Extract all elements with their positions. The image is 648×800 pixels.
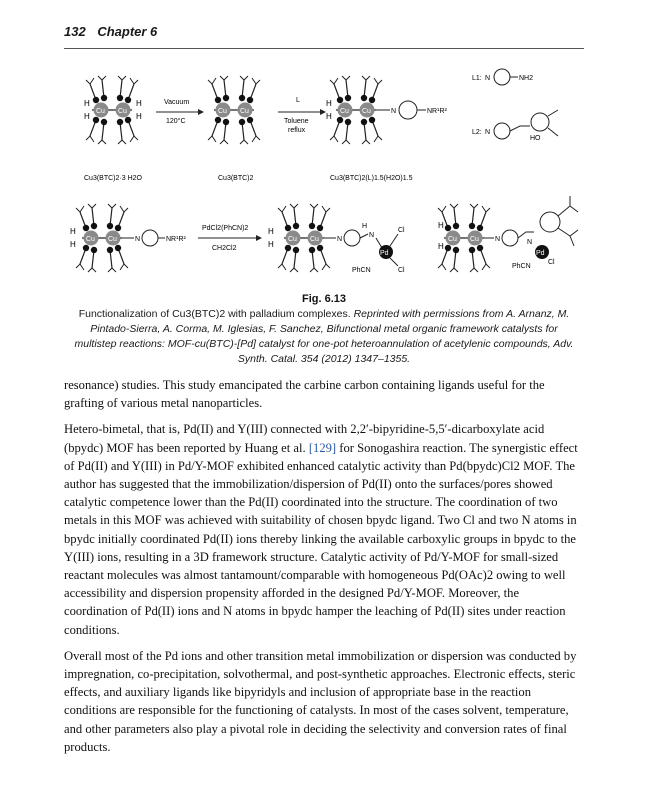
svg-text:PhCN: PhCN — [512, 263, 531, 270]
figure-caption — [70, 307, 578, 367]
pd-complex-L2 — [438, 196, 578, 272]
svg-text:H: H — [70, 240, 76, 249]
running-header — [64, 24, 584, 39]
svg-text:Cu: Cu — [470, 236, 479, 243]
svg-text:H: H — [438, 242, 444, 251]
svg-text:Cl: Cl — [398, 227, 405, 234]
svg-text:N: N — [369, 232, 375, 239]
svg-text:L2:: L2: — [472, 129, 482, 136]
citation-link[interactable]: [129] — [308, 440, 337, 455]
svg-text:H: H — [84, 112, 90, 121]
svg-text:Cu: Cu — [362, 108, 371, 115]
ligand-legend — [472, 69, 558, 142]
svg-text:H: H — [136, 99, 142, 108]
svg-text:H: H — [84, 99, 90, 108]
svg-text:N: N — [527, 239, 533, 246]
svg-text:H: H — [268, 227, 274, 236]
svg-text:Pd: Pd — [536, 250, 545, 257]
svg-text:Cu: Cu — [96, 108, 105, 115]
figure-scheme — [64, 56, 584, 292]
pd-complex-L1 — [268, 204, 405, 274]
svg-text:H: H — [326, 112, 332, 121]
svg-text:H: H — [326, 99, 332, 108]
svg-text:H: H — [136, 112, 142, 121]
header-rule — [64, 48, 584, 49]
arrow-palladation — [198, 225, 262, 252]
svg-text:Cu: Cu — [240, 108, 249, 115]
svg-text:NR¹R²: NR¹R² — [166, 236, 186, 243]
paragraph-1: resonance) studies. This study emancipated the carbine carbon containing ligands useful for the grafting of various metal nanoparticles. — [64, 378, 545, 411]
arrow-ligand — [278, 97, 326, 134]
svg-text:N: N — [135, 236, 141, 243]
svg-text:Cu: Cu — [218, 108, 227, 115]
label-ligated: Cu3(BTC)2(L)1.5(H2O)1.5 — [330, 175, 413, 182]
svg-text:H: H — [438, 221, 444, 230]
svg-text:PhCN: PhCN — [352, 267, 371, 274]
svg-text:H: H — [362, 223, 368, 230]
svg-text:NR¹R²: NR¹R² — [427, 108, 447, 115]
svg-text:reflux: reflux — [288, 127, 306, 134]
svg-text:N: N — [391, 108, 397, 115]
svg-text:Vacuum: Vacuum — [164, 99, 190, 106]
svg-text:N: N — [485, 129, 491, 136]
paddlewheel-hydrated — [84, 76, 142, 144]
label-hydrated: Cu3(BTC)2·3 H2O — [84, 175, 142, 182]
caption-credit: Reprinted with permissions from A. Arnanz, M. Pintado-Sierra, A. Corma, M. Iglesias, F. Sanchez, Bifunctional metal organic framework catalysts for multistep reactions: MOF-cu(BTC)-[Pd] catalyst for one-pot heteroannulation of acetylenic compounds, Adv. Synth. Catal. 354 (2012) 1347–1355. — [74, 308, 574, 365]
svg-text:HO: HO — [530, 135, 541, 142]
paddlewheel-ligated — [326, 76, 447, 144]
svg-text:N: N — [495, 236, 501, 243]
svg-text:Cu: Cu — [108, 236, 117, 243]
svg-text:PdCl2(PhCN)2: PdCl2(PhCN)2 — [202, 225, 249, 232]
paragraph-2 — [64, 420, 584, 638]
chapter-title: Chapter 6 — [97, 24, 158, 39]
page-number: 132 — [64, 24, 86, 39]
svg-text:H: H — [70, 227, 76, 236]
svg-text:NH2: NH2 — [519, 75, 534, 82]
paragraph-3: Overall most of the Pd ions and other transition metal immobilization or dispersion was conducted by impregnation, co-precipitation, solvothermal, and post-synthetic approaches. Electronic effects, steric effects, and auxiliary ligands like bipyridyls and inclusion of appropriate base in the reaction conditions are responsible for the functioning of catalysts. In most of the cases solvent, temperature, and other parameters also play a pivotal role in deciding the selectivity and conversion rates of final products. — [64, 648, 577, 754]
reaction-scheme-svg — [64, 56, 584, 292]
svg-text:Cu: Cu — [288, 236, 297, 243]
figure-label: Fig. 6.13 — [301, 293, 347, 305]
svg-text:Cu: Cu — [86, 236, 95, 243]
svg-text:Toluene: Toluene — [284, 118, 309, 125]
svg-text:L: L — [296, 97, 300, 104]
svg-text:Cu: Cu — [448, 236, 457, 243]
caption-text: Functionalization of Cu3(BTC)2 with palladium complexes. — [78, 308, 351, 320]
paragraph-2-rest: for Sonogashira reaction. The synergistic effect of Pd(II) and Y(III) in Pd/Y-MOF exhibited enhanced catalytic activity than Pd(bpydc)Cl2 MOF. The author has suggested that the immobilization/dispersion of Pd(II) onto the surfaces/pores showed catalytic competence lower than the Pd(II) coordinated into the structure. The coordination of two metals in this MOF was achieved with suitability of chosen bpydc ligand. Two Cl and two N atoms in bpydc initially coordinated Pd(II) ions thereby linking the available carboxylic groups in bpydc to the Y(III) ions, resulting in a 3D framework structure. Catalytic activity of Pd/Y-MOF for small-sized reactant molecules was almost tantamount/comparable with homogeneous Pd(OAc)2 owing to well accessibility and dispersion propensity afforded in the designed Pd/Y-MOF. Moreover, the coordination of Pd(II) ions and N atoms in bpydc hamper the leaching of Pd(II) sites under reaction conditions. — [64, 440, 578, 637]
svg-text:Cu: Cu — [310, 236, 319, 243]
svg-text:Cl: Cl — [398, 267, 405, 274]
svg-text:Cu: Cu — [340, 108, 349, 115]
svg-text:Cl: Cl — [548, 259, 555, 266]
label-dehydrated: Cu3(BTC)2 — [218, 175, 254, 182]
svg-text:N: N — [485, 75, 491, 82]
svg-text:120°C: 120°C — [166, 118, 186, 125]
svg-text:N: N — [337, 236, 343, 243]
svg-text:CH2Cl2: CH2Cl2 — [212, 245, 237, 252]
paddlewheel-dehydrated — [208, 76, 260, 144]
paragraph-2-lead: Hetero-bimetal, that is, Pd(II) and Y(III) connected with 2,2′-bipyridine-5,5′-dicarboxylate acid (bpydc) MOF has been reported by Huang et al. — [64, 422, 545, 455]
svg-text:Pd: Pd — [380, 250, 389, 257]
arrow-vacuum — [156, 99, 204, 125]
svg-text:Cu: Cu — [118, 108, 127, 115]
body-text — [64, 376, 584, 764]
svg-text:H: H — [268, 240, 274, 249]
svg-text:L1:: L1: — [472, 75, 482, 82]
paddlewheel-ligated-2 — [70, 204, 186, 272]
